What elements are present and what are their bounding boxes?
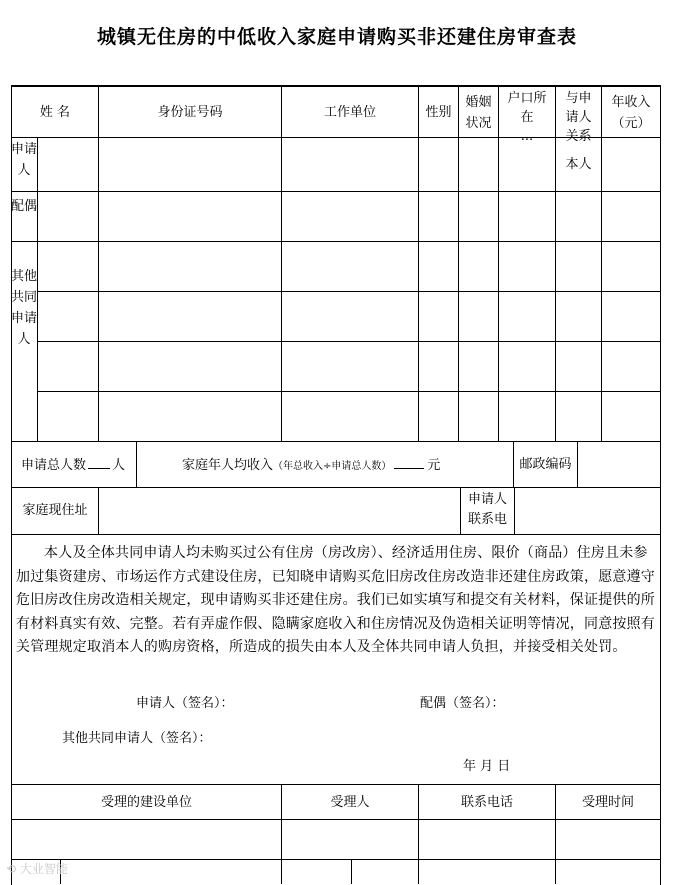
col-line [601,85,602,441]
header-id-number: 身份证号码 [157,105,223,120]
header-hukou-3: ... [520,129,534,144]
total-count-label: 申请总人数 [21,458,87,473]
avg-income-unit: 元 [427,458,441,473]
avg-income-blank[interactable] [394,456,424,469]
row-line [11,784,661,785]
row-line [11,241,661,242]
col-line [514,487,515,534]
signature-date: 年 月 日 [463,759,511,774]
col-line [351,859,352,884]
header-hukou-1: 户口所 [507,91,547,106]
spouse-signature-label: 配偶（签名）： [420,696,505,711]
header-name: 姓 名 [39,105,71,120]
header-gender: 性别 [425,105,452,120]
declaration-text: 本人及全体共同申请人均未购买过公有住房（房改房）、经济适用住房、限价（商品）住房且未参加过集资建房、市场运作方式建设住房，已知晓申请购买危旧房改住房改造非还建住房政策，愿意遵守危旧房改住房改造相关规定，现申请购买非还建住房。我们已如实填写和提交有关材料，保证提供的所有材料真实有效、完整。若有弄虚作假、隐瞒家庭收入和住房情况及伪造相关证明等情况，同意按照有关管理规定取消本人的购房资格，所造成的损失由本人及全体共同申请人负担，并接受相关处罚。 [16,545,655,655]
row-label-spouse: 配偶 [11,199,38,214]
row-line [11,441,661,442]
accept-person-label: 受理人 [330,795,370,810]
header-income-2: （元） [611,116,651,131]
total-count-field [21,456,125,474]
col-line [98,487,99,534]
header-hukou [499,88,555,144]
total-count-blank[interactable] [88,456,110,469]
accept-unit-label: 受理的建设单位 [100,795,192,810]
table-border-top [11,85,661,87]
phone-label-2: 联系电 [467,512,507,527]
row-line [37,291,661,292]
col-line [418,85,419,441]
co-applicants-signature-label: 其他共同申请人（签名）： [62,731,212,746]
row-line [11,487,661,488]
row-line [11,859,661,860]
col-line [458,85,459,441]
avg-income-field [182,456,440,475]
header-work-unit: 工作单位 [323,105,376,120]
header-relation-2: 请人 [565,110,592,125]
watermark-text: 大业智能 [19,862,68,876]
address-label: 家庭现住址 [22,503,88,518]
row-line [37,341,661,342]
col-line [136,441,137,487]
accept-phone-label: 联系电话 [460,795,513,810]
avg-income-label: 家庭年人均收入 [182,458,274,473]
page-title: 城镇无住房的中低收入家庭申请购买非还建住房审查表 [96,26,577,48]
header-marital-2: 状况 [465,116,492,131]
header-relation [556,88,601,144]
header-hukou-2: 在 [520,110,534,125]
watermark-logo-icon: ⟲ [6,862,20,876]
applicant-relation-value: 本人 [565,157,592,172]
header-relation-1: 与申 [565,91,592,106]
avg-income-note: （年总收入÷申请总人数） [273,461,392,472]
row-label-applicant: 申请人 [11,142,38,178]
row-line [37,391,661,392]
col-line [37,137,38,441]
header-marital-1: 婚姻 [465,95,492,110]
row-line [11,534,661,535]
col-line [98,85,99,441]
total-count-unit: 人 [112,458,126,473]
row-line [11,819,661,820]
row-label-co-applicants: 其他共同申请人 [11,269,38,347]
row-line [11,191,661,192]
table-border-right [660,85,661,885]
header-relation-3: 关系 [565,129,592,144]
col-line [281,85,282,441]
col-line [577,441,578,487]
header-income-1: 年收入 [611,95,651,110]
phone-label-1: 申请人 [467,492,507,507]
accept-time-label: 受理时间 [581,795,634,810]
watermark [6,860,68,877]
postal-code-label: 邮政编码 [519,457,572,472]
applicant-signature-label: 申请人（签名）： [136,696,234,711]
